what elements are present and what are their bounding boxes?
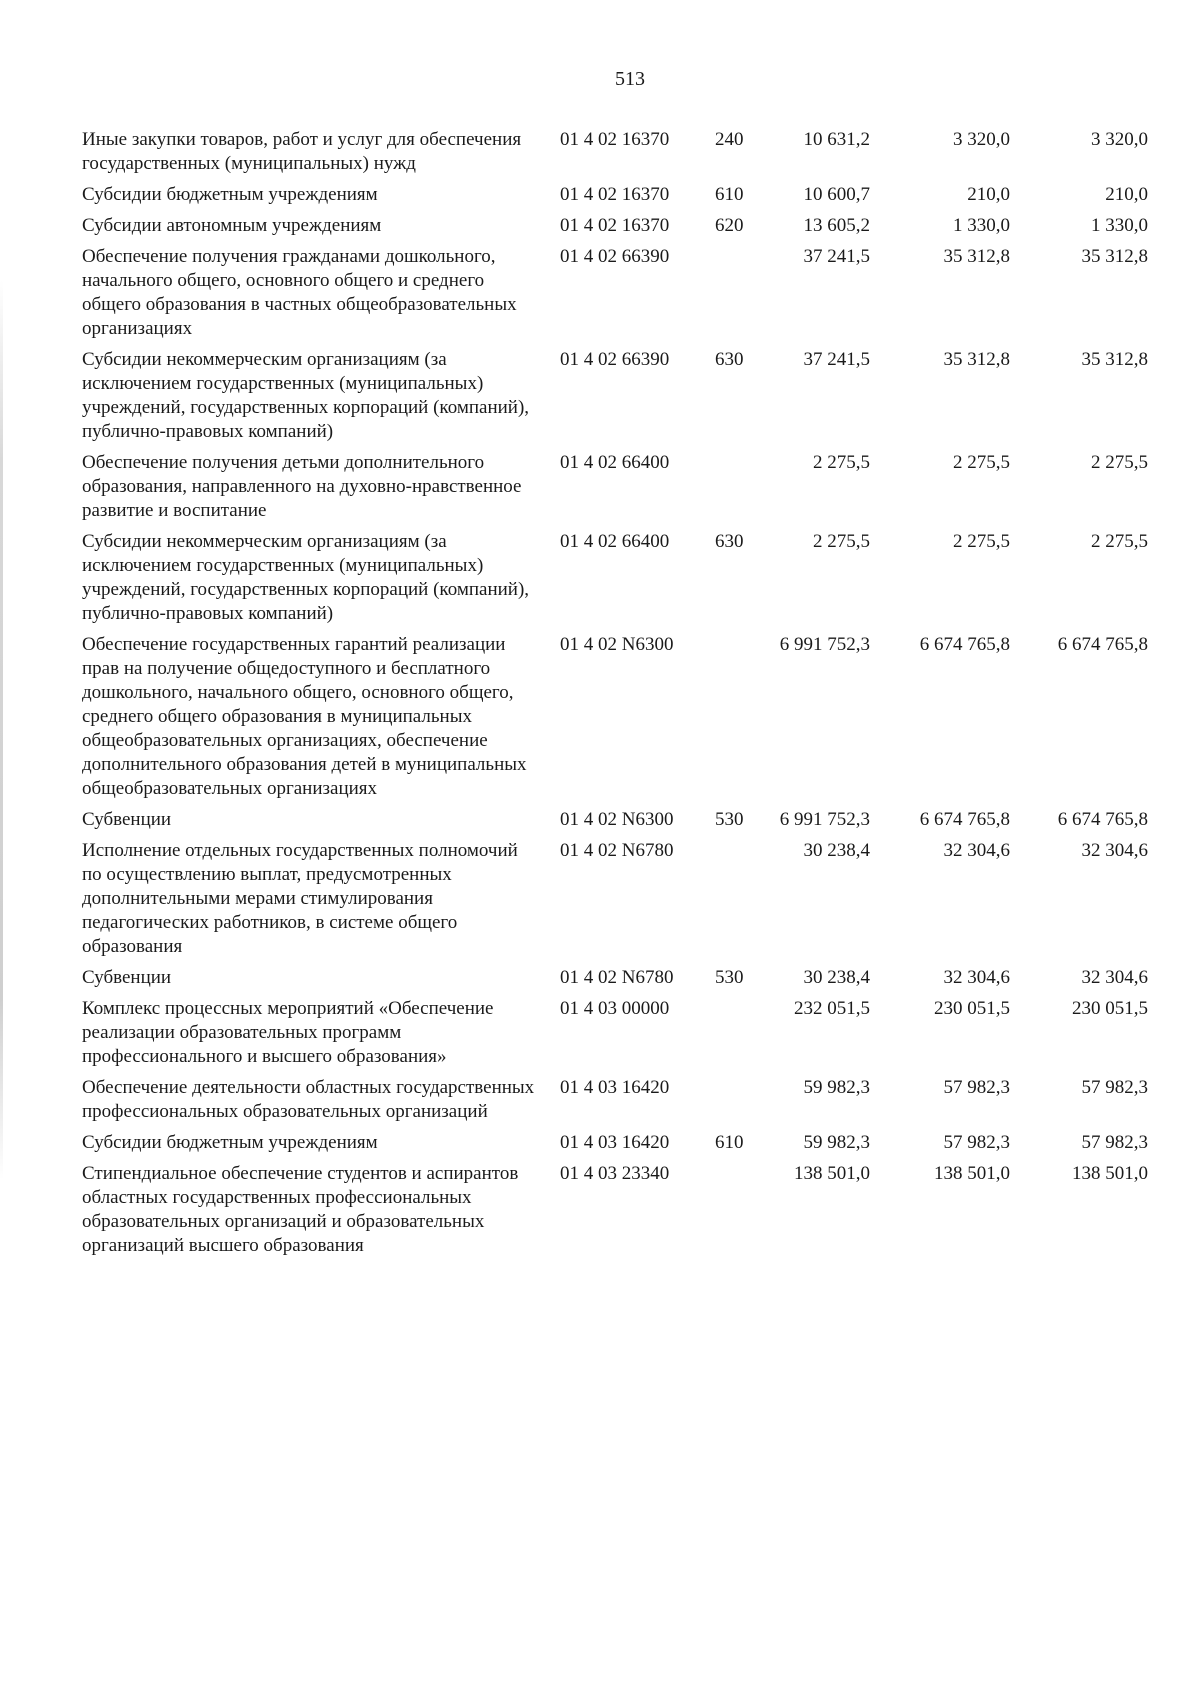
row-target-code: 01 4 02 16370	[560, 129, 670, 150]
row-amount-year-2: 6 674 765,8	[919, 809, 1010, 830]
row-target-code: 01 4 02 66400	[560, 531, 670, 552]
row-name: Субсидии некоммерческим организациям (за исключением государственных (муниципальных) учреждений, государственных корпораций (компаний), публично-правовых компаний)	[82, 531, 530, 624]
row-name: Субсидии автономным учреждениям	[82, 215, 382, 236]
row-name: Обеспечение деятельности областных государственных профессиональных образовательных организаций	[82, 1077, 535, 1122]
table-row	[82, 1076, 1172, 1124]
table-row	[82, 214, 1172, 238]
row-amount-year-3: 57 982,3	[1081, 1077, 1148, 1098]
row-amount-year-1: 232 051,5	[794, 998, 870, 1019]
table-row	[82, 183, 1172, 207]
row-name: Комплекс процессных мероприятий «Обеспечение реализации образовательных программ профессионального и высшего образования»	[82, 998, 494, 1067]
row-target-code: 01 4 02 66390	[560, 246, 670, 267]
table-row	[82, 997, 1172, 1069]
table-row	[82, 1162, 1172, 1258]
row-amount-year-1: 6 991 752,3	[779, 809, 870, 830]
row-expense-type: 530	[715, 967, 744, 988]
row-expense-type: 240	[715, 129, 744, 150]
row-amount-year-3: 2 275,5	[1091, 531, 1148, 552]
row-name: Субсидии некоммерческим организациям (за исключением государственных (муниципальных) учреждений, государственных корпораций (компаний), публично-правовых компаний)	[82, 349, 530, 442]
row-amount-year-1: 59 982,3	[803, 1132, 870, 1153]
table-row	[82, 348, 1172, 444]
row-amount-year-1: 2 275,5	[813, 452, 870, 473]
row-amount-year-1: 30 238,4	[803, 967, 870, 988]
table-row	[82, 530, 1172, 626]
row-amount-year-1: 30 238,4	[803, 840, 870, 861]
row-target-code: 01 4 02 16370	[560, 184, 670, 205]
row-amount-year-3: 210,0	[1105, 184, 1148, 205]
row-amount-year-1: 6 991 752,3	[779, 634, 870, 655]
row-target-code: 01 4 02 N6780	[560, 840, 674, 861]
row-amount-year-3: 57 982,3	[1081, 1132, 1148, 1153]
row-amount-year-3: 1 330,0	[1091, 215, 1148, 236]
row-name: Субвенции	[82, 809, 172, 830]
row-amount-year-2: 57 982,3	[943, 1132, 1010, 1153]
row-amount-year-2: 35 312,8	[943, 246, 1010, 267]
row-amount-year-2: 138 501,0	[934, 1163, 1010, 1184]
row-amount-year-2: 32 304,6	[943, 840, 1010, 861]
row-amount-year-2: 35 312,8	[943, 349, 1010, 370]
scan-edge-shadow	[0, 280, 3, 1180]
row-name: Субвенции	[82, 967, 172, 988]
row-amount-year-2: 1 330,0	[953, 215, 1010, 236]
row-name: Обеспечение получения гражданами дошкольного, начального общего, основного общего и среднего общего образования в частных общеобразовательных организациях	[82, 246, 517, 339]
table-row	[82, 966, 1172, 990]
row-amount-year-1: 10 600,7	[803, 184, 870, 205]
row-target-code: 01 4 02 N6300	[560, 634, 674, 655]
row-expense-type: 630	[715, 531, 744, 552]
row-amount-year-2: 3 320,0	[953, 129, 1010, 150]
row-name: Исполнение отдельных государственных полномочий по осуществлению выплат, предусмотренных дополнительными мерами стимулирования педагогических работников, в системе общего образования	[82, 840, 518, 957]
table-row	[82, 808, 1172, 832]
row-amount-year-3: 2 275,5	[1091, 452, 1148, 473]
row-expense-type: 530	[715, 809, 744, 830]
table-row	[82, 839, 1172, 959]
table-row	[82, 451, 1172, 523]
row-target-code: 01 4 03 00000	[560, 998, 670, 1019]
table-row	[82, 245, 1172, 341]
row-target-code: 01 4 03 16420	[560, 1132, 670, 1153]
row-amount-year-3: 138 501,0	[1072, 1163, 1148, 1184]
row-name: Субсидии бюджетным учреждениям	[82, 184, 378, 205]
row-amount-year-2: 210,0	[967, 184, 1010, 205]
row-amount-year-2: 32 304,6	[943, 967, 1010, 988]
row-amount-year-1: 10 631,2	[803, 129, 870, 150]
row-amount-year-3: 3 320,0	[1091, 129, 1148, 150]
row-amount-year-1: 59 982,3	[803, 1077, 870, 1098]
table-row	[82, 1131, 1172, 1155]
row-name: Обеспечение получения детьми дополнительного образования, направленного на духовно-нравственное развитие и воспитание	[82, 452, 522, 521]
row-amount-year-2: 2 275,5	[953, 452, 1010, 473]
row-amount-year-1: 13 605,2	[803, 215, 870, 236]
row-amount-year-3: 35 312,8	[1081, 246, 1148, 267]
row-amount-year-3: 6 674 765,8	[1057, 634, 1148, 655]
row-amount-year-3: 32 304,6	[1081, 967, 1148, 988]
row-amount-year-2: 6 674 765,8	[919, 634, 1010, 655]
row-amount-year-3: 6 674 765,8	[1057, 809, 1148, 830]
row-target-code: 01 4 02 N6300	[560, 809, 674, 830]
row-expense-type: 610	[715, 1132, 744, 1153]
row-target-code: 01 4 03 16420	[560, 1077, 670, 1098]
row-name: Стипендиальное обеспечение студентов и аспирантов областных государственных профессиональных образовательных организаций и образовательных организаций высшего образования	[82, 1163, 519, 1256]
row-target-code: 01 4 02 N6780	[560, 967, 674, 988]
row-amount-year-2: 2 275,5	[953, 531, 1010, 552]
row-amount-year-1: 37 241,5	[803, 246, 870, 267]
page-number: 513	[615, 68, 645, 90]
row-target-code: 01 4 02 66400	[560, 452, 670, 473]
row-expense-type: 620	[715, 215, 744, 236]
row-amount-year-1: 37 241,5	[803, 349, 870, 370]
row-name: Иные закупки товаров, работ и услуг для обеспечения государственных (муниципальных) нужд	[82, 129, 522, 174]
row-amount-year-3: 32 304,6	[1081, 840, 1148, 861]
table-row	[82, 128, 1172, 176]
row-expense-type: 610	[715, 184, 744, 205]
budget-table	[82, 128, 1172, 1265]
row-target-code: 01 4 02 16370	[560, 215, 670, 236]
row-amount-year-1: 138 501,0	[794, 1163, 870, 1184]
row-amount-year-1: 2 275,5	[813, 531, 870, 552]
row-amount-year-2: 57 982,3	[943, 1077, 1010, 1098]
row-amount-year-2: 230 051,5	[934, 998, 1010, 1019]
table-row	[82, 633, 1172, 801]
row-name: Обеспечение государственных гарантий реализации прав на получение общедоступного и бесплатного дошкольного, начального общего, основного общего, среднего общего образования в муниципальных общеобразовательных организациях, обеспечение дополнительного образования детей в муниципальных общеобразовательных организациях	[82, 634, 527, 799]
row-target-code: 01 4 02 66390	[560, 349, 670, 370]
row-target-code: 01 4 03 23340	[560, 1163, 670, 1184]
row-amount-year-3: 35 312,8	[1081, 349, 1148, 370]
row-amount-year-3: 230 051,5	[1072, 998, 1148, 1019]
row-name: Субсидии бюджетным учреждениям	[82, 1132, 378, 1153]
row-expense-type: 630	[715, 349, 744, 370]
